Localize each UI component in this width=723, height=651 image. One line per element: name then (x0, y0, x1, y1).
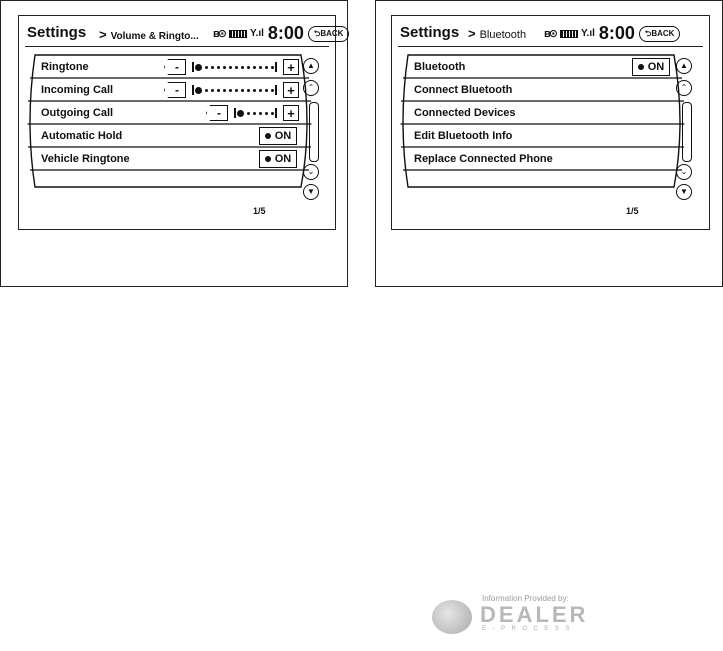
scroll-down-fast-icon[interactable]: ▼ (676, 184, 692, 200)
list-item-label: Ringtone (41, 61, 89, 73)
decrease-button[interactable] (168, 82, 186, 98)
page-title: Settings (27, 24, 87, 41)
back-button[interactable] (308, 26, 350, 42)
list-item-ringtone[interactable] (41, 56, 299, 79)
page-indicator: 1/5 (626, 206, 639, 216)
scroll-up-fast-icon[interactable]: ▲ (676, 58, 692, 74)
page-indicator: 1/5 (253, 206, 266, 216)
breadcrumb (468, 26, 526, 41)
list-item-label: Edit Bluetooth Info (414, 130, 513, 142)
volume-track (192, 85, 277, 95)
list-item-label: Connect Bluetooth (414, 84, 513, 96)
clock: 8:00 (598, 23, 635, 43)
decrease-button[interactable] (168, 59, 186, 75)
logo-globe-icon (432, 600, 472, 634)
toggle-value: ON (647, 61, 665, 73)
list-item-label: Connected Devices (414, 107, 516, 119)
top-bar (25, 22, 344, 47)
left-screen (18, 15, 344, 230)
plus-icon: + (287, 105, 295, 121)
top-bar (398, 22, 703, 47)
list-item-connected-devices[interactable] (414, 102, 672, 125)
watermark-provided-by: Information Provided by: (482, 594, 569, 603)
scroll-up-icon[interactable]: ⌃ (303, 80, 319, 96)
scroll-down-icon[interactable]: ⌄ (676, 164, 692, 180)
signal-icon: Y.ıl (249, 28, 264, 39)
outgoing-call-volume-slider[interactable] (210, 104, 299, 122)
volume-track (234, 108, 277, 118)
plus-icon: + (287, 82, 295, 98)
indicator-dot (265, 156, 271, 162)
list-item-automatic-hold[interactable] (41, 125, 299, 148)
bluetooth-toggle[interactable] (632, 58, 670, 76)
decrease-button[interactable] (210, 105, 228, 121)
battery-icon (229, 30, 247, 38)
back-button[interactable] (639, 26, 681, 42)
back-label: BACK (651, 28, 675, 38)
vehicle-ringtone-toggle[interactable] (259, 150, 297, 168)
ringtone-volume-slider[interactable] (168, 58, 299, 76)
back-arrow-icon: ⮌ (313, 28, 321, 38)
signal-icon: Y.ıl (580, 28, 595, 39)
list-item-vehicle-ringtone[interactable] (41, 148, 299, 171)
clock: 8:00 (267, 23, 304, 43)
automatic-hold-toggle[interactable] (259, 127, 297, 145)
list-item-incoming-call[interactable] (41, 79, 299, 102)
back-label: BACK (320, 28, 344, 38)
increase-button[interactable] (283, 59, 299, 75)
status-area (213, 23, 349, 44)
incoming-call-volume-slider[interactable] (168, 81, 299, 99)
watermark-sub: E-PROCESS (482, 626, 576, 632)
breadcrumb-label: Bluetooth (479, 29, 527, 41)
toggle-value: ON (274, 153, 292, 165)
scroll-down-icon[interactable]: ⌄ (303, 164, 319, 180)
scroll-controls (303, 58, 323, 198)
breadcrumb-label: Volume & Ringto... (110, 31, 199, 42)
scroll-up-icon[interactable]: ⌃ (676, 80, 692, 96)
watermark (432, 594, 632, 639)
page-title: Settings (400, 24, 460, 41)
scrollbar-track[interactable] (309, 102, 319, 162)
left-panel (0, 0, 348, 287)
increase-button[interactable] (283, 82, 299, 98)
scrollbar-track[interactable] (682, 102, 692, 162)
breadcrumb (99, 27, 199, 42)
scroll-up-fast-icon[interactable]: ▲ (303, 58, 319, 74)
indicator-dot (265, 133, 271, 139)
bluetooth-icon: ʙ⊙ (544, 28, 556, 40)
list-item-bluetooth[interactable] (414, 56, 672, 79)
list-item-label: Vehicle Ringtone (41, 153, 130, 165)
right-screen (391, 15, 710, 230)
status-area (544, 23, 680, 44)
list-item-label: Replace Connected Phone (414, 153, 553, 165)
breadcrumb-separator: > (468, 26, 476, 41)
right-panel (375, 0, 723, 287)
breadcrumb-separator: > (99, 27, 107, 42)
volume-track (192, 62, 277, 72)
minus-icon: - (217, 106, 221, 120)
settings-list (400, 53, 686, 189)
increase-button[interactable] (283, 105, 299, 121)
list-item-label: Outgoing Call (41, 107, 114, 119)
list-item-edit-bluetooth-info[interactable] (414, 125, 672, 148)
indicator-dot (638, 64, 644, 70)
scroll-down-fast-icon[interactable]: ▼ (303, 184, 319, 200)
list-item-label: Bluetooth (414, 61, 466, 73)
scroll-controls (676, 58, 696, 198)
toggle-value: ON (274, 130, 292, 142)
minus-icon: - (175, 60, 179, 74)
list-item-connect-bluetooth[interactable] (414, 79, 672, 102)
list-item-replace-connected-phone[interactable] (414, 148, 672, 171)
list-item-label: Automatic Hold (41, 130, 123, 142)
minus-icon: - (175, 83, 179, 97)
list-item-label: Incoming Call (41, 84, 114, 96)
bluetooth-icon: ʙ⊙ (213, 28, 225, 40)
watermark-brand: DEALER (480, 602, 589, 627)
settings-list (27, 53, 313, 189)
battery-icon (560, 30, 578, 38)
list-item-outgoing-call[interactable] (41, 102, 299, 125)
back-arrow-icon: ⮌ (644, 28, 652, 38)
plus-icon: + (287, 59, 295, 75)
